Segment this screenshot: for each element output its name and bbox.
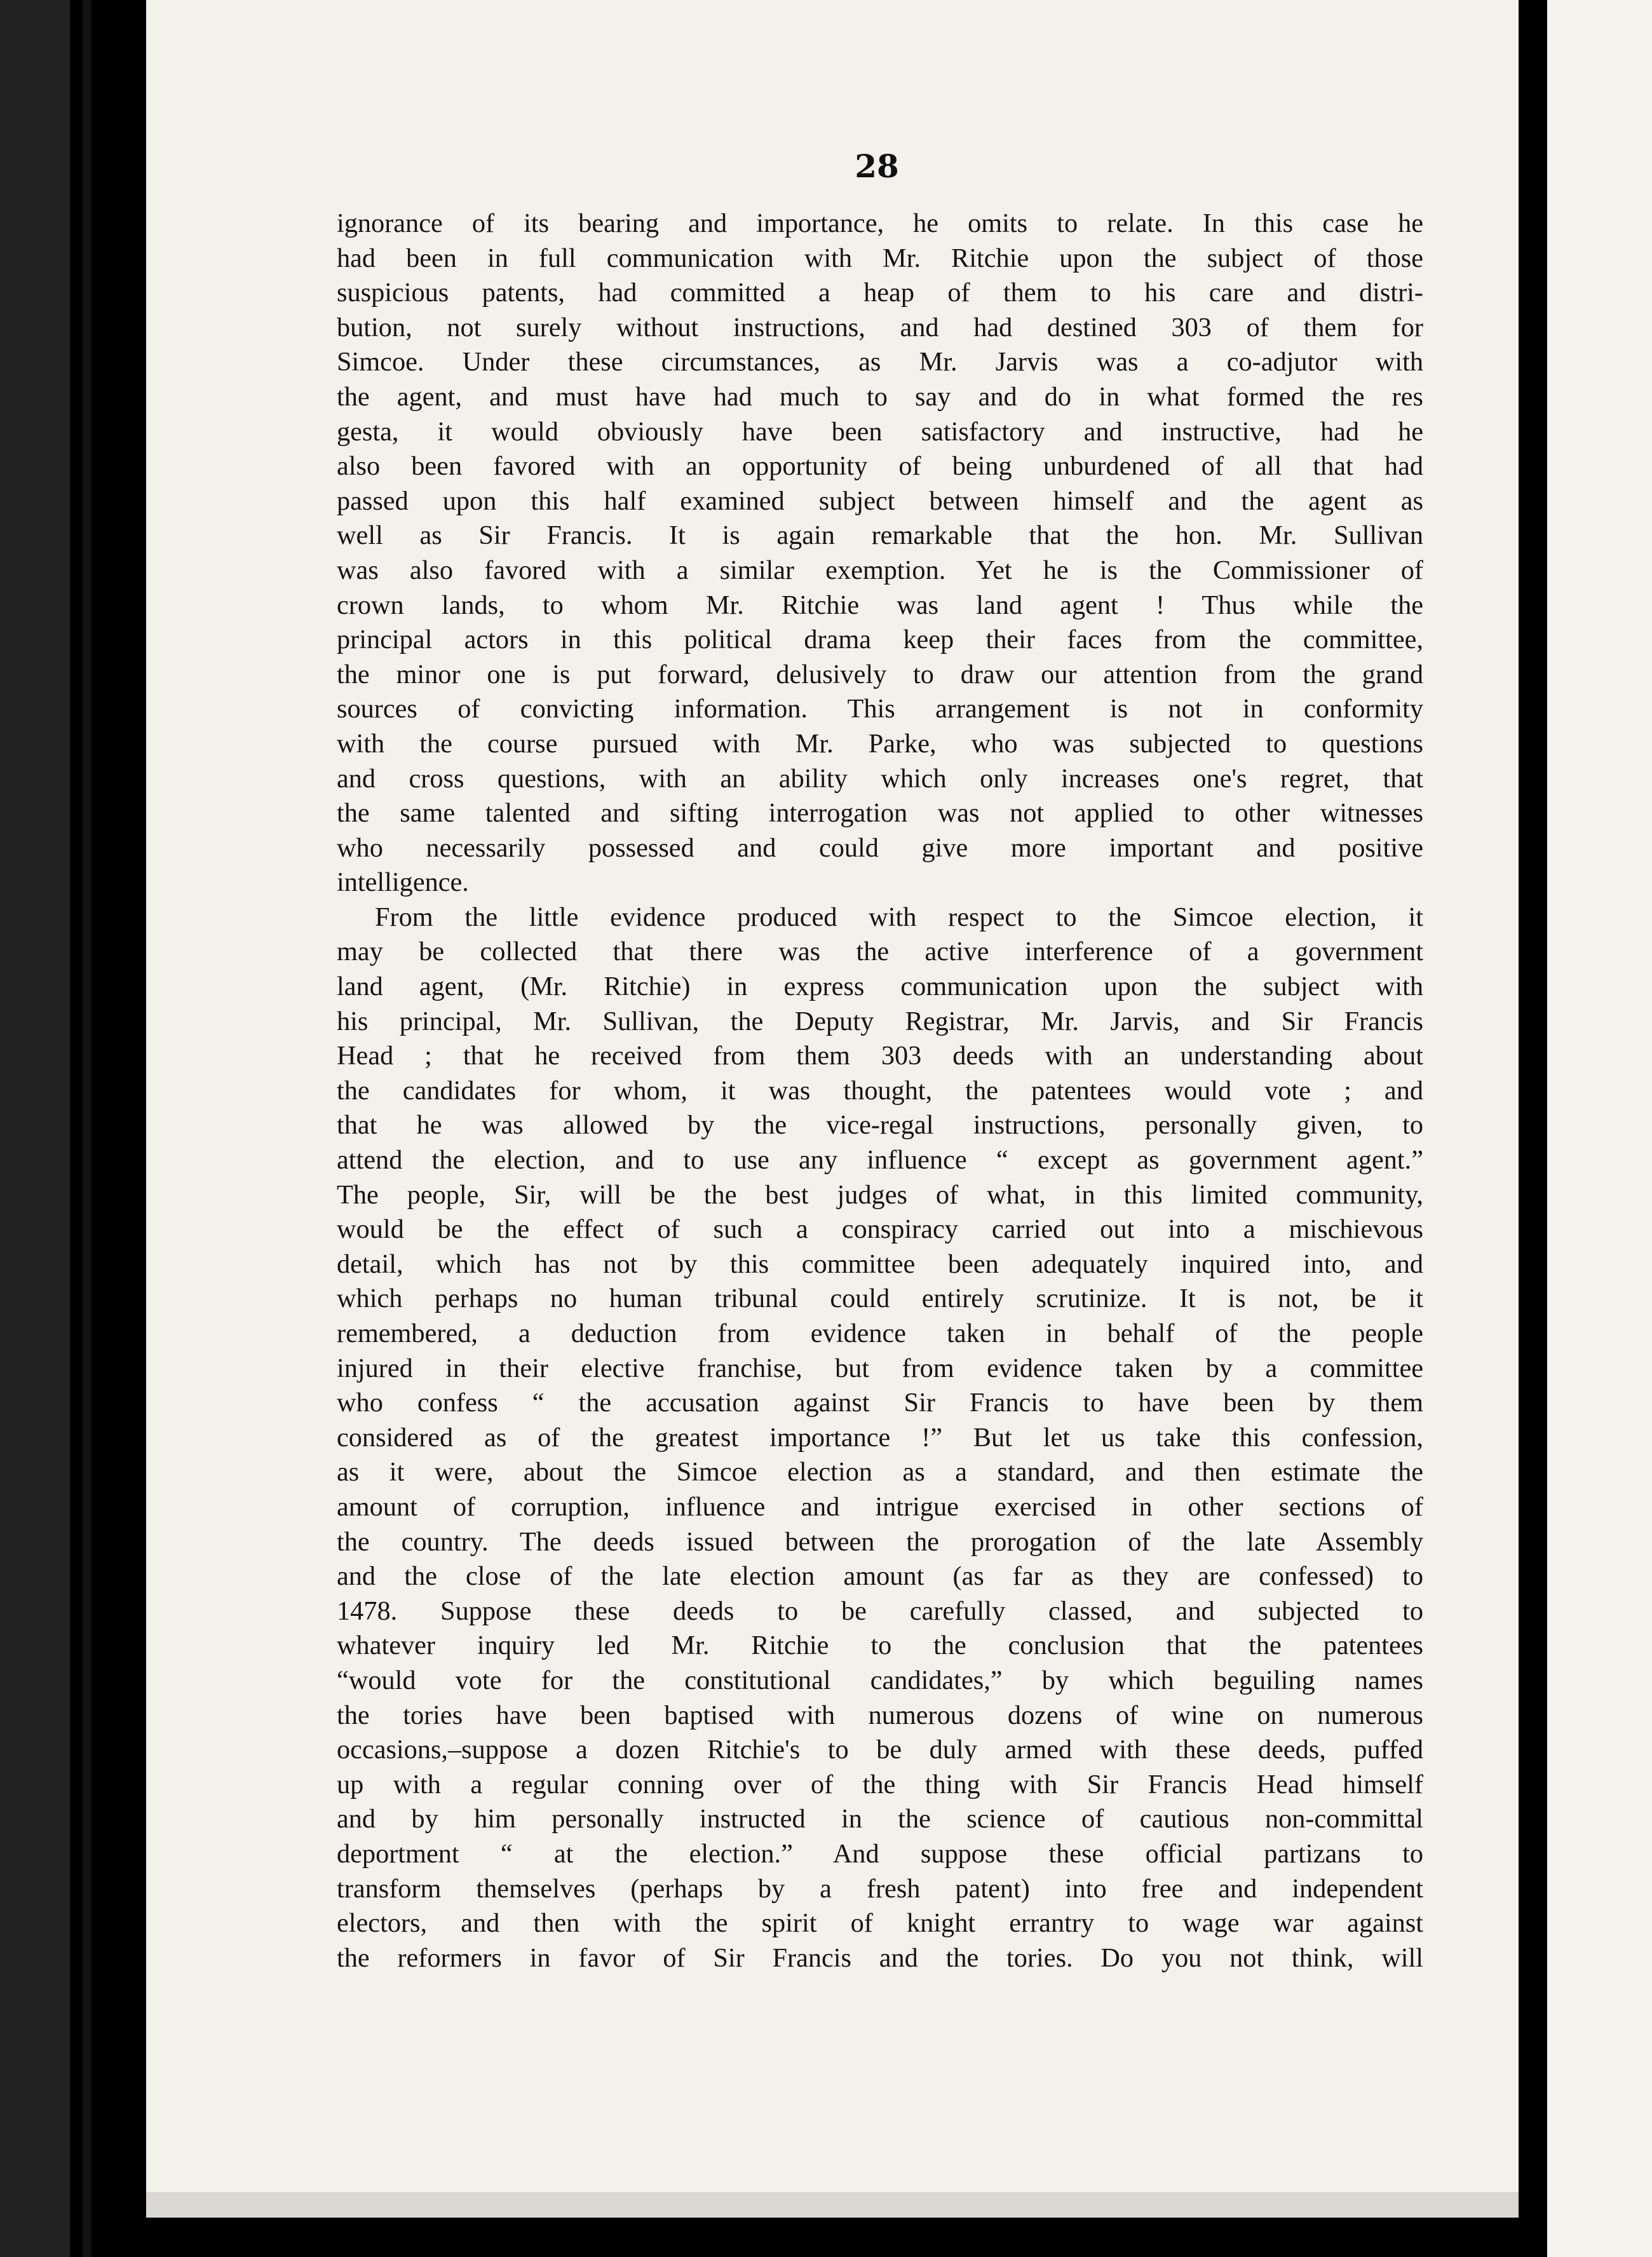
text-line: attend the election, and to use any influence “ except as government agent.” xyxy=(337,1145,1423,1176)
text-line: intelligence. xyxy=(337,867,469,898)
text-line: that he was allowed by the vice-regal instructions, personally given, to xyxy=(337,1110,1423,1141)
text-line: may be collected that there was the active interference of a government xyxy=(337,937,1423,967)
book-gutter-edge xyxy=(83,0,91,2257)
text-line: and by him personally instructed in the science of cautious non-committal xyxy=(337,1804,1423,1834)
text-line: remembered, a deduction from evidence taken in behalf of the people xyxy=(337,1318,1423,1348)
text-line: with the course pursued with Mr. Parke, who was subjected to questions xyxy=(337,728,1423,759)
text-line: suspicious patents, had committed a heap of them to his care and distri- xyxy=(337,278,1423,308)
page-number: 28 xyxy=(855,147,899,185)
text-line: the minor one is put forward, delusively to draw our attention from the grand xyxy=(337,659,1423,689)
text-line: The people, Sir, will be the best judges of what, in this limited community, xyxy=(337,1179,1423,1210)
text-line: amount of corruption, influence and intrigue exercised in other sections of xyxy=(337,1491,1423,1522)
text-line: up with a regular conning over of the thing with Sir Francis Head himself xyxy=(337,1769,1423,1800)
text-line: occasions,–suppose a dozen Ritchie's to be duly armed with these deeds, puffed xyxy=(337,1735,1423,1765)
text-line: principal actors in this political drama keep their faces from the committee, xyxy=(337,625,1423,655)
text-line: crown lands, to whom Mr. Ritchie was land agent ! Thus while the xyxy=(337,590,1423,620)
text-line: who necessarily possessed and could give more important and positive xyxy=(337,832,1423,863)
text-line: 1478. Suppose these deeds to be carefully classed, and subjected to xyxy=(337,1596,1423,1626)
text-line: gesta, it would obviously have been satisfactory and instructive, had he xyxy=(337,416,1423,447)
text-line: the candidates for whom, it was thought, the patentees would vote ; and xyxy=(337,1075,1423,1106)
text-line: also been favored with an opportunity of being unburdened of all that had xyxy=(337,451,1423,482)
text-line: the reformers in favor of Sir Francis and the tories. Do you not think, will xyxy=(337,1942,1423,1973)
text-line: and the close of the late election amount (as far as they are confessed) to xyxy=(337,1561,1423,1592)
text-line: From the little evidence produced with respect to the Simcoe election, it xyxy=(375,902,1423,932)
text-line: had been in full communication with Mr. Ritchie upon the subject of those xyxy=(337,243,1423,273)
text-line: the same talented and sifting interrogation was not applied to other witnesses xyxy=(337,798,1423,829)
body-text xyxy=(337,207,1423,1976)
text-line: as it were, about the Simcoe election as a standard, and then estimate the xyxy=(337,1457,1423,1488)
scan-left-margin xyxy=(0,0,70,2257)
page-bottom-edge xyxy=(146,2192,1519,2218)
text-line: was also favored with a similar exemption. Yet he is the Commissioner of xyxy=(337,555,1423,585)
text-line: deportment “ at the election.” And suppose these official partizans to xyxy=(337,1838,1423,1869)
text-line: sources of convicting information. This arrangement is not in conformity xyxy=(337,694,1423,724)
text-line: Simcoe. Under these circumstances, as Mr. Jarvis was a co-adjutor with xyxy=(337,347,1423,377)
text-line: transform themselves (perhaps by a fresh patent) into free and independent xyxy=(337,1873,1423,1904)
text-line: the agent, and must have had much to say and do in what formed the res xyxy=(337,381,1423,412)
text-line: injured in their elective franchise, but from evidence taken by a committee xyxy=(337,1353,1423,1383)
text-line: land agent, (Mr. Ritchie) in express communication upon the subject with xyxy=(337,972,1423,1002)
adjacent-page-edge xyxy=(1547,0,1652,2257)
text-line: his principal, Mr. Sullivan, the Deputy Registrar, Mr. Jarvis, and Sir Francis xyxy=(337,1006,1423,1036)
text-line: detail, which has not by this committee been adequately inquired into, and xyxy=(337,1249,1423,1279)
text-line: well as Sir Francis. It is again remarkable that the hon. Mr. Sullivan xyxy=(337,520,1423,551)
text-line: and cross questions, with an ability which only increases one's regret, that xyxy=(337,763,1423,794)
text-line: which perhaps no human tribunal could entirely scrutinize. It is not, be it xyxy=(337,1284,1423,1314)
text-line: considered as of the greatest importance !” But let us take this confession, xyxy=(337,1422,1423,1453)
text-line: the tories have been baptised with numerous dozens of wine on numerous xyxy=(337,1700,1423,1730)
text-line: would be the effect of such a conspiracy carried out into a mischievous xyxy=(337,1214,1423,1245)
text-line: Head ; that he received from them 303 deeds with an understanding about xyxy=(337,1041,1423,1071)
text-line: passed upon this half examined subject between himself and the agent as xyxy=(337,485,1423,516)
text-line: who confess “ the accusation against Sir Francis to have been by them xyxy=(337,1388,1423,1418)
text-line: electors, and then with the spirit of knight errantry to wage war against xyxy=(337,1908,1423,1939)
text-line: the country. The deeds issued between the prorogation of the late Assembly xyxy=(337,1526,1423,1557)
text-line: bution, not surely without instructions, and had destined 303 of them for xyxy=(337,312,1423,342)
text-line: “would vote for the constitutional candidates,” by which beguiling names xyxy=(337,1665,1423,1695)
text-line: whatever inquiry led Mr. Ritchie to the conclusion that the patentees xyxy=(337,1630,1423,1661)
text-line: ignorance of its bearing and importance, he omits to relate. In this case he xyxy=(337,208,1423,238)
